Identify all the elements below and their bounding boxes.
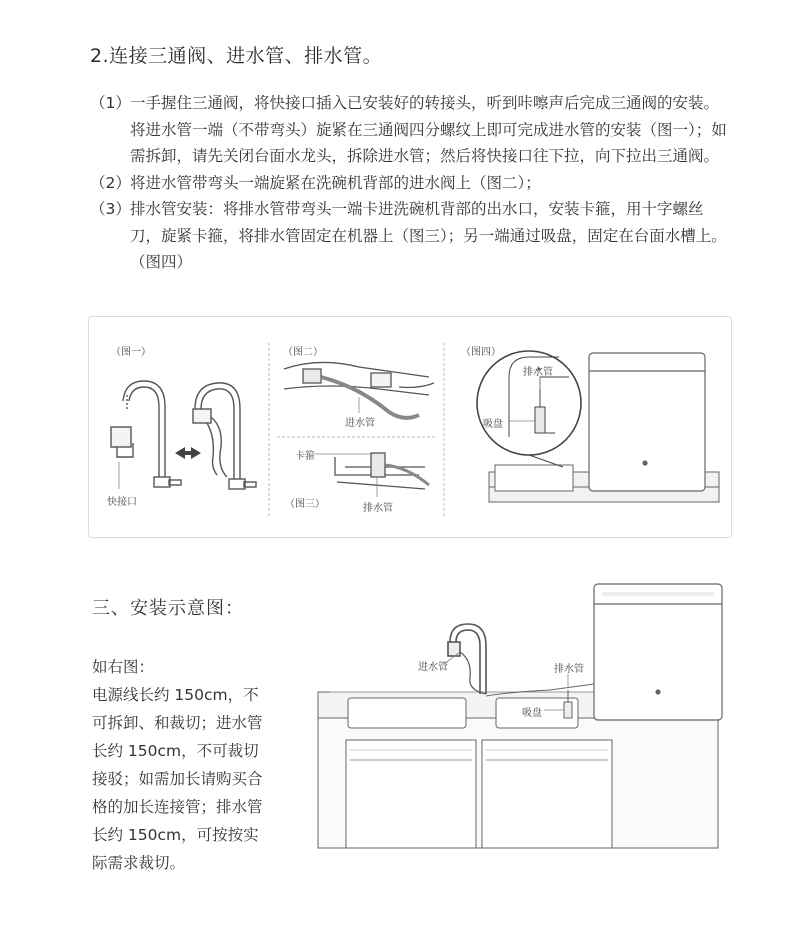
step-number: （3） — [90, 200, 131, 218]
sucker-label: 吸盘 — [522, 708, 542, 719]
section3-description — [92, 653, 297, 877]
section3-title: 三、安装示意图： — [92, 598, 244, 619]
step-text: 排水管安装：将排水管带弯头一端卡进洗碗机背部的出水口，安装卡箍，用十字螺丝刀，旋紧卡箍，将排水管固定在机器上（图三）；另一端通过吸盘，固定在台面水槽上。（图四） — [130, 200, 727, 271]
step-2 — [90, 170, 730, 197]
figure-illustrations — [89, 317, 733, 539]
desc-line: 如右图： — [92, 658, 155, 676]
faucet-right-icon — [193, 383, 256, 489]
dishwasher-icon — [589, 353, 705, 491]
desc-line: 际需求裁切。 — [92, 854, 186, 872]
drain-clamp-icon — [335, 453, 429, 489]
fig2-title: （图二） — [283, 347, 323, 358]
fig3-title: （图三） — [285, 499, 325, 510]
dishwasher-icon — [594, 584, 722, 720]
desc-line: 长约 150cm，不可裁切 — [92, 742, 259, 760]
figure-panel — [88, 316, 732, 538]
desc-line: 可拆卸、和裁切；进水管 — [92, 714, 263, 732]
install-illustration — [310, 580, 730, 860]
fig4-sucker-label: 吸盘 — [483, 419, 503, 430]
fig4-title: （图四） — [461, 347, 501, 358]
section-heading: 2.连接三通阀、进水管、排水管。 — [90, 45, 383, 67]
fig1-title: （图一） — [111, 347, 151, 358]
step-text: 一手握住三通阀，将快接口插入已安装好的转接头，听到咔嚓声后完成三通阀的安装。将进水管一端（不带弯头）旋紧在三通阀四分螺纹上即可完成进水管的安装（图一）；如需拆卸，请先关闭台面水龙头，拆除进水管；然后将快接口往下拉，向下拉出三通阀。 — [130, 94, 727, 165]
fig3-drain-label: 排水管 — [363, 503, 393, 514]
fig1-quick-label: 快接口 — [107, 497, 137, 508]
install-steps — [90, 90, 730, 276]
desc-line: 长约 150cm，可按按实 — [92, 826, 259, 844]
inlet-label: 进水管 — [418, 662, 448, 673]
step-text: 将进水管带弯头一端旋紧在洗碗机背部的进水阀上（图二）； — [130, 173, 541, 192]
step-1 — [90, 90, 730, 170]
install-diagram — [310, 580, 730, 860]
step-number: （2） — [90, 173, 131, 192]
fig3-clamp-label: 卡箍 — [295, 451, 315, 462]
double-arrow-icon — [175, 447, 201, 459]
fig4-drain-label: 排水管 — [523, 367, 553, 378]
desc-line: 接驳；如需加长请购买合 — [92, 770, 263, 788]
drain-label: 排水管 — [554, 664, 584, 675]
step-number: （1） — [90, 94, 131, 112]
faucet-icon — [448, 624, 486, 694]
desc-line: 格的加长连接管；排水管 — [92, 798, 263, 816]
faucet-left-icon — [111, 381, 181, 487]
fig2-inlet-label: 进水管 — [345, 418, 375, 429]
sink-icon — [348, 698, 578, 728]
step-3 — [90, 196, 730, 276]
desc-line: 电源线长约 150cm，不 — [92, 686, 259, 704]
